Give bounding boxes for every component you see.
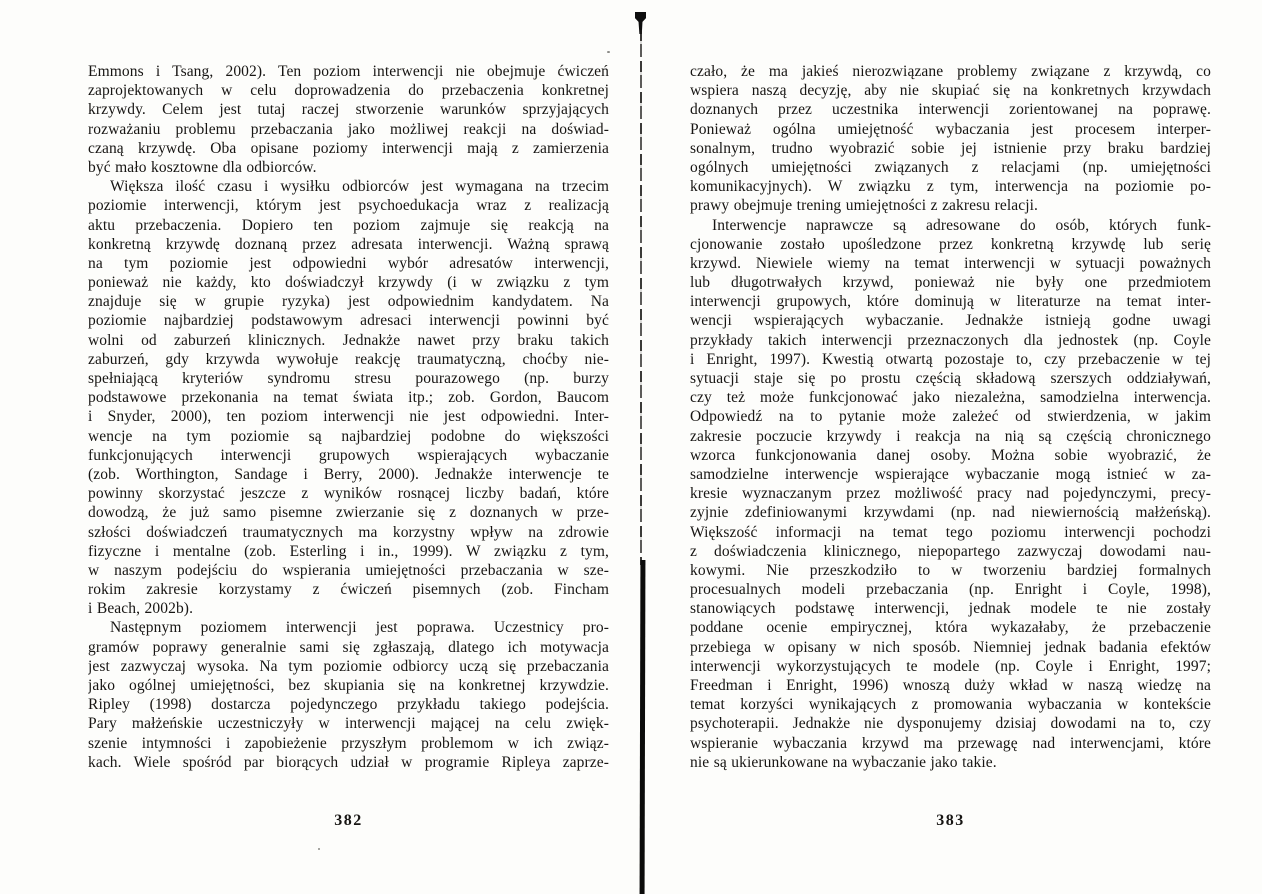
text-line: dowodzą, że już samo pisemne zwierzanie się z doznanych w prze-: [88, 504, 609, 522]
text-line: sytuacji staje się po prostu częścią składową szerszych oddziaływań,: [690, 370, 1211, 387]
text-line: podstawowe przekonania na temat świata itp.; zob. Gordon, Baucom: [88, 389, 609, 407]
text-line: kowymi. Nie przeszkodziło to w tworzeniu bardziej formalnych: [690, 561, 1211, 579]
text-line: jest zazwyczaj wysoka. Na tym poziomie odbiorcy uczą się przebaczania: [88, 657, 609, 675]
text-line: czało, że ma jakieś nierozwiązane problemy związane z krzywdą, co: [690, 63, 1211, 80]
text-line: z doświadczenia klinicznego, niepopartego zazwyczaj dowodami nau-: [690, 542, 1211, 560]
text-line: i Beach, 2002b).: [88, 600, 194, 618]
text-line: fizyczne i mentalne (zob. Esterling i in., 1999). W związku z tym,: [88, 542, 609, 560]
text-line: przebiega w opisany w nich sposób. Niemniej jednak badania efektów: [690, 638, 1211, 656]
page-number: 383: [936, 812, 965, 829]
text-line: być mało kosztowne dla odbiorców.: [88, 158, 317, 176]
text-line: lub długotrwałych krzywd, ponieważ nie były one przedmiotem: [690, 274, 1211, 292]
binding-gutter-line-upper: [640, 30, 642, 565]
text-line: temat korzyści wynikających z promowania wybaczania w kontekście: [690, 696, 1211, 714]
page-right: [690, 62, 1211, 862]
text-line: Większość informacji na temat tego poziomu interwencji pochodzi: [690, 523, 1211, 541]
text-line: kach. Wiele spośród par biorących udział w programie Ripleya zaprze-: [88, 753, 609, 771]
text-line: Ripley (1998) dostarcza pojedynczego przykładu takiego podejścia.: [88, 696, 609, 714]
text-line: interwencji wykorzystujących te modele (np. Coyle i Enright, 1997;: [690, 657, 1211, 675]
scan-speck: [318, 848, 320, 850]
text-line: spełniającą kryteriów syndromu stresu pourazowego (np. burzy: [88, 370, 609, 387]
text-line: wzorca funkcjonowania danej osoby. Można sobie wyobrazić, że: [690, 446, 1211, 464]
text-line: (zob. Worthington, Sandage i Berry, 2000). Jednakże interwencje te: [88, 465, 609, 483]
text-line: przykłady takich interwencji przeznaczonych dla jednostek (np. Coyle: [690, 331, 1211, 349]
text-line: znajduje się w grupie ryzyka) jest odpowiednim kandydatem. Na: [88, 293, 609, 311]
text-line: czaną krzywdę. Oba opisane poziomy interwencji mają z zamierzenia: [88, 139, 609, 157]
text-line: gramów poprawy generalnie sami się zgłaszają, dlatego ich motywacja: [88, 638, 609, 656]
text-line: krzywdy. Celem jest tutaj raczej stworzenie warunków sprzyjających: [88, 101, 609, 119]
text-line: Większa ilość czasu i wysiłku odbiorców jest wymagana na trzecim: [110, 178, 609, 196]
text-line: na tym poziomie jest odpowiedni wybór adresatów interwencji,: [88, 254, 609, 272]
text-line: Pary małżeńskie uczestniczyły w interwencji mającej na celu zwięk-: [88, 715, 609, 733]
text-line: aktu przebaczenia. Dopiero ten poziom zajmuje się reakcją na: [88, 216, 609, 234]
text-line: i Snyder, 2000), ten poziom interwencji nie jest odpowiedni. Inter-: [88, 408, 609, 426]
text-line: poddane ocenie empirycznej, która wykazałaby, że przebaczenie: [690, 619, 1211, 637]
text-line: szłości doświadczeń traumatycznych ma korzystny wpływ na zdrowie: [88, 523, 609, 541]
text-line: ponieważ nie każdy, kto doświadczył krzywdy (i w związku z tym: [88, 274, 609, 292]
text-block: [690, 62, 1211, 772]
text-block: [88, 62, 609, 772]
scan-speck: [607, 51, 610, 53]
binding-gutter-line-lower: [640, 560, 646, 894]
text-line: zakresie poczucie krzywdy i reakcja na nią są częścią chronicznego: [690, 427, 1211, 445]
text-line: nie są ukierunkowane na wybaczanie jako takie.: [690, 753, 997, 771]
text-line: jako ogólnej umiejętności, bez skupiania się na konkretnej krzywdzie.: [88, 677, 609, 694]
text-line: poziomie najbardziej podstawowym adresaci interwencji powinni być: [88, 312, 609, 330]
text-line: doznanych przez uczestnika interwencji zorientowanej na poprawę.: [690, 101, 1211, 119]
text-line: Odpowiedź na to pytanie może zależeć od stwierdzenia, w jakim: [690, 408, 1211, 426]
text-line: sonalnym, trudno wyobrazić sobie jej istnienie przy braku bardziej: [690, 139, 1211, 157]
text-line: funkcjonujących interwencji grupowych wspierających wybaczanie: [88, 446, 609, 464]
text-line: komunikacyjnych). W związku z tym, interwencja na poziomie po-: [690, 178, 1211, 196]
text-line: prawy obejmuje trening umiejętności z zakresu relacji.: [690, 197, 1038, 215]
text-line: rozważaniu problemu przebaczania jako możliwej reakcji na doświad-: [88, 120, 609, 138]
text-line: rokim zakresie korzystamy z ćwiczeń pisemnych (zob. Fincham: [88, 581, 609, 599]
text-line: wolni od zaburzeń klinicznych. Jednakże nawet przy braku takich: [88, 331, 609, 349]
text-line: Interwencje naprawcze są adresowane do osób, których funk-: [712, 216, 1211, 234]
text-line: procesualnych modeli przebaczania (np. Enright i Coyle, 1998),: [690, 581, 1211, 599]
text-line: zyjnie zdefiniowanymi krzywdami (np. nad niewiernością małżeńską).: [690, 504, 1211, 522]
text-line: cjonowanie zostało upośledzone przez konkretną krzywdę lub serię: [690, 235, 1211, 253]
text-line: ogólnych umiejętności związanych z relacjami (np. umiejętności: [690, 158, 1211, 176]
text-line: interwencji grupowych, które dominują w literaturze na temat inter-: [690, 293, 1211, 311]
text-line: krzywd. Niewiele wiemy na temat interwencji w sytuacji poważnych: [690, 254, 1211, 272]
text-line: zaprojektowanych w celu doprowadzenia do przebaczenia konkretnej: [88, 82, 609, 100]
text-line: i Enright, 1997). Kwestią otwartą pozostaje to, czy przebaczenie w tej: [690, 350, 1211, 368]
text-line: szenie intymności i zapobieżenie przyszłym problemom w ich związ-: [88, 734, 609, 752]
text-line: wencji wspierających wybaczanie. Jednakże istnieją godne uwagi: [690, 312, 1211, 330]
text-line: wspieranie wybaczania krzywd ma przewagę nad interwencjami, które: [690, 734, 1211, 752]
text-line: samodzielne interwencje wspierające wybaczanie mogą istnieć w za-: [690, 465, 1211, 483]
text-line: Freedman i Enright, 1996) wnoszą duży wkład w naszą wiedzę na: [690, 677, 1211, 694]
text-line: Następnym poziomem interwencji jest poprawa. Uczestnicy pro-: [110, 619, 609, 637]
page-number: 382: [334, 812, 363, 829]
text-line: wencje na tym poziomie są najbardziej podobne do większości: [88, 427, 609, 445]
page-left: [88, 62, 609, 862]
text-line: kresie wyznaczanym przez możliwość pracy nad pojedynczymi, precy-: [690, 485, 1211, 503]
text-line: wspiera naszą decyzję, aby nie skupiać się na konkretnych krzywdach: [690, 82, 1211, 100]
text-line: psychoterapii. Jednakże nie dysponujemy dzisiaj dowodami na to, czy: [690, 715, 1211, 733]
text-line: w naszym podejściu do wspierania umiejętności przebaczania w sze-: [88, 561, 609, 579]
text-line: Emmons i Tsang, 2002). Ten poziom interwencji nie obejmuje ćwiczeń: [88, 63, 609, 80]
text-line: czy też może funkcjonować jako niezależna, samodzielna interwencja.: [690, 389, 1211, 407]
text-line: zaburzeń, gdy krzywda wywołuje reakcję traumatyczną, choćby nie-: [88, 350, 609, 368]
text-line: Ponieważ ogólna umiejętność wybaczania jest procesem interper-: [690, 120, 1211, 138]
text-line: poziomie interwencji, którym jest psychoedukacja wraz z realizacją: [88, 197, 609, 215]
text-line: powinny skorzystać jeszcze z wyników rosnącej liczby badań, które: [88, 485, 609, 503]
text-line: konkretną krzywdę doznaną przez adresata interwencji. Ważną sprawą: [88, 235, 609, 253]
text-line: stanowiących podstawę interwencji, jednak modele te nie zostały: [690, 600, 1211, 618]
